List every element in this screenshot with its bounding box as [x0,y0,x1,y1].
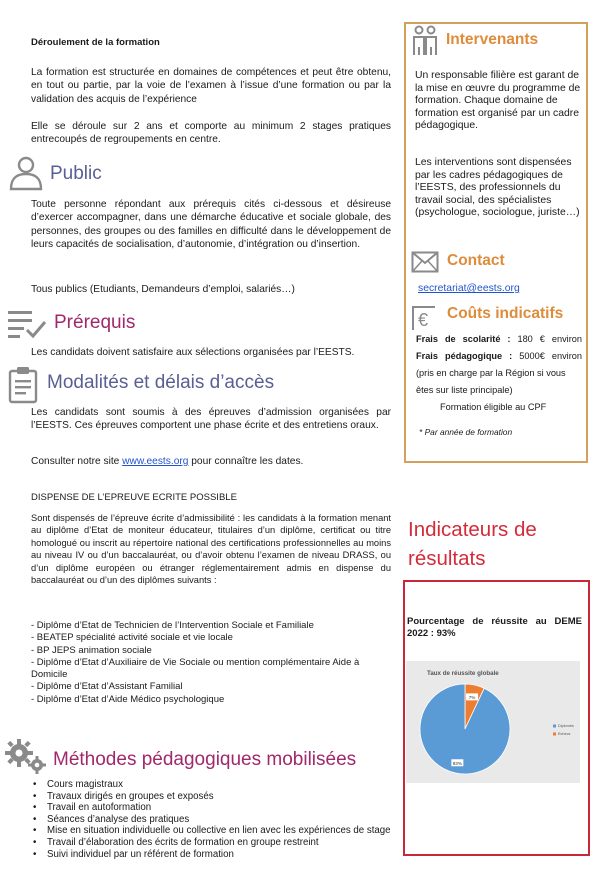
checklist-icon [7,308,47,340]
prerequis-title: Prérequis [54,312,136,333]
deroulement-para1: La formation est structurée en domaines de compétences et peut être obtenu, en tout ou partie, par la voie de l’examen à l’issue d’une formation ou par la validation des acquis de l’expérience [31,67,391,105]
public-para2: Tous publics (Etudiants, Demandeurs d’emploi, salariés…) [31,284,295,295]
envelope-icon [411,251,439,273]
list-item: • Suivi individuel par un référent de formation [33,849,393,861]
modalites-para: Les candidats sont soumis à des épreuves d’admission organisées par l’EESTS. Ces épreuves comportent une phase écrite et des entretiens oraux. [31,407,391,432]
dispense-list [31,620,391,706]
contact-title: Contact [447,252,505,269]
list-item: • Séances d’analyse des pratiques [33,814,393,826]
gears-icon [4,738,46,774]
legend-swatch [553,725,556,728]
couts-title: Coûts indicatifs [447,305,564,322]
footnote: * Par année de formation [419,427,513,437]
legend-label: Echecs [558,732,571,736]
pedagogique-label: Frais pédagogique : [416,351,513,361]
list-item: - Diplôme d’Etat de Technicien de l’Intervention Sociale et Familiale [31,620,314,631]
chart-title: Taux de réussite globale [427,670,499,677]
deroulement-para2: Elle se déroule sur 2 ans et comporte au minimum 2 stages pratiques entrecoupés de regroupements en centre. [31,121,391,146]
legend-swatch [553,733,556,736]
clipboard-icon [8,366,38,404]
scolarite-value: 180 € environ [510,334,582,344]
website-link[interactable]: www.eests.org [122,456,189,467]
prerequis-para: Les candidats doivent satisfaire aux sélections organisées par l’EESTS. [31,347,355,358]
scolarite-label: Frais de scolarité : [416,334,511,344]
person-icon [8,155,44,191]
modalites-title: Modalités et délais d’accès [47,372,275,393]
public-title: Public [50,163,102,184]
pie-slice-diplomés [420,684,510,774]
intervenants-para2: Les interventions sont dispensées par les cadres pédagogiques de l’EESTS, des professionnels du travail social, des spécialistes (psychologue, sociologue, juriste…) [415,157,580,219]
slice-label: 93% [452,761,462,767]
indicateurs-title: Indicateurs de résultats [408,518,537,570]
list-item: • Travail en autoformation [33,802,393,814]
prise-en-charge-note: (pris en charge par la Région si vous êtes sur liste principale) [416,368,566,395]
list-item: • Travaux dirigés en groupes et exposés [33,791,393,803]
list-item: - Diplôme d’Etat d’Assistant Familial [31,681,183,693]
consult-suffix: pour connaître les dates. [188,456,304,467]
intervenants-title: Intervenants [446,31,539,48]
list-item: • Cours magistraux [33,779,393,791]
methodes-list [33,779,393,860]
consult-prefix: Consulter notre site [31,456,123,467]
legend-label: Diplomés [558,724,574,728]
scolarite-line [416,331,582,348]
list-item: - BP JEPS animation sociale [31,644,152,656]
cpf-note: Formation éligible au CPF [440,402,547,412]
svg-text:€: € [418,310,429,330]
pedagogique-line [416,348,582,365]
people-icon [411,25,439,57]
list-item: • Mise en situation individuelle ou collective en lien avec les expériences de stage [33,825,393,837]
methodes-title: Méthodes pédagogiques mobilisées [53,749,357,770]
slice-label: 7% [468,695,476,701]
deroulement-title: Déroulement de la formation [31,37,160,48]
couts-details [416,331,582,416]
intervenants-para1: Un responsable filière est garant de la mise en œuvre du programme de formation. Chaque domaine de formation est organisé par un cadre pédagogique. [415,70,581,132]
chart-container [406,661,580,783]
reussite-pourcentage: Pourcentage de réussite au DEME 2022 : 93% [407,616,582,640]
email-link[interactable]: secretariat@eests.org [418,283,520,294]
list-item: • Travail d’élaboration des écrits de formation en groupe restreint [33,837,393,849]
pedagogique-value: 5000€ environ [512,351,582,361]
euro-icon [411,305,437,331]
list-item: - Diplôme d’Etat d’Auxiliaire de Vie Sociale ou mention complémentaire Aide à Domicile [31,656,360,681]
dispense-para: Sont dispensés de l’épreuve écrite d’admissibilité : les candidats à la formation menant au diplôme d’Etat de moniteur éducateur, titulaires d’un diplôme, certificat ou titre homologué ou inscrit au répertoire national des certifications professionnelles au moins au niveau IV ou d’un baccalauréat, ou d’avoir obtenu l’examen de niveau DRASS, ou d’un diplôme européen ou étranger réglementairement admis en dispense du baccalauréat ou d’un des diplômes suivants : [31,513,391,586]
list-item: - Diplôme d’Etat d’Aide Médico psychologique [31,693,225,705]
modalites-consult [31,455,391,468]
pie-chart [406,661,580,783]
list-item: - BEATEP spécialité activité sociale et vie locale [31,632,233,644]
public-para1: Toute personne répondant aux prérequis cités ci-dessous et désireuse d’exercer accompagner, dans une démarche éducative et sociale globale, des personnes, des groupes ou des familles en difficulté dans le développement de leurs capacités de socialisation, d’autonomie, d’intégration ou d’insertion. [31,199,391,251]
dispense-title: DISPENSE DE L’EPREUVE ECRITE POSSIBLE [31,492,237,503]
